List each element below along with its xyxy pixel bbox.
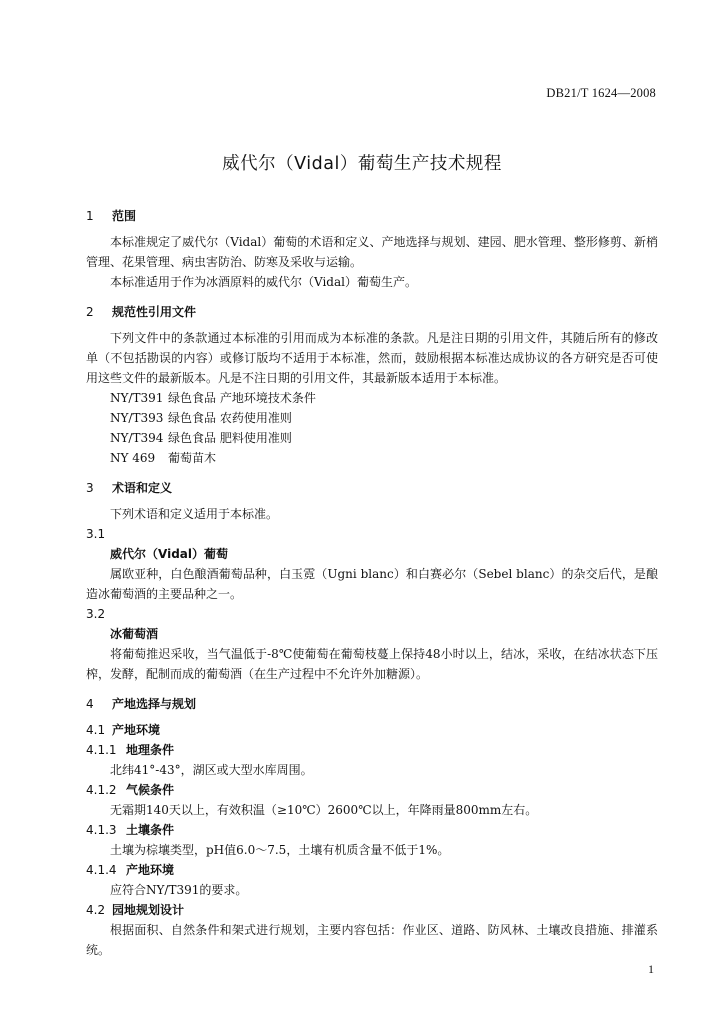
- reference-item: [86, 408, 658, 428]
- section-1-heading: [86, 206, 658, 226]
- standard-code: DB21/T 1624—2008: [546, 86, 656, 100]
- section-4-heading: [86, 694, 658, 714]
- subsection-4-1-heading: 4.1 产地环境: [86, 723, 161, 737]
- term-3-1-name: 威代尔（Vidal）葡萄: [110, 547, 228, 561]
- section-title: 产地选择与规划: [112, 697, 197, 711]
- section-number: 4: [86, 697, 94, 711]
- section-3-paragraph-1: 下列术语和定义适用于本标准。: [110, 507, 279, 521]
- term-3-2-name: 冰葡萄酒: [110, 627, 159, 641]
- section-1-paragraph-2: 本标准适用于作为冰酒原料的威代尔（Vidal）葡萄生产。: [110, 275, 417, 289]
- subsection-4-1-4-heading: 4.1.4 产地环境: [86, 863, 175, 877]
- reference-name: 绿色食品 农药使用准则: [168, 411, 292, 425]
- term-3-2-definition: 将葡萄推迟采收，当气温低于-8℃使葡萄在葡萄枝蔓上保持48小时以上，结冰，采收，在结冰状态下压榨，发酵，配制而成的葡萄酒（在生产过程中不允许外加糖源）。: [86, 647, 658, 681]
- page-number: 1: [648, 962, 654, 976]
- reference-code: NY/T394: [110, 431, 164, 445]
- term-3-1-definition: 属欧亚种，白色酿酒葡萄品种，白玉霓（Ugni blanc）和白赛必尔（Sebel blanc）的杂交后代，是酿造冰葡萄酒的主要品种之一。: [86, 567, 658, 601]
- section-number: 2: [86, 305, 94, 319]
- term-3-2-number: 3.2: [86, 607, 106, 621]
- subsection-4-1-1-heading: 4.1.1 地理条件: [86, 743, 175, 757]
- reference-name: 葡萄苗木: [168, 451, 217, 465]
- subsection-4-2-heading: 4.2 园地规划设计: [86, 903, 185, 917]
- reference-name: 绿色食品 产地环境技术条件: [168, 391, 316, 405]
- reference-code: NY/T391: [110, 391, 164, 405]
- reference-item: [86, 428, 658, 448]
- section-number: 1: [86, 209, 94, 223]
- reference-code: NY/T393: [110, 411, 164, 425]
- term-3-1-number: 3.1: [86, 527, 106, 541]
- subsection-4-1-3-heading: 4.1.3 土壤条件: [86, 823, 175, 837]
- section-title: 范围: [112, 209, 137, 223]
- document-body: [86, 206, 658, 960]
- subsection-4-1-4-text: 应符合NY/T391的要求。: [110, 883, 248, 897]
- subsection-4-2-text: 根据面积、自然条件和架式进行规划，主要内容包括：作业区、道路、防风林、土壤改良措施、排灌系统。: [86, 923, 658, 957]
- section-3-heading: [86, 478, 658, 498]
- subsection-4-1-2-heading: 4.1.2 气候条件: [86, 783, 175, 797]
- reference-code: NY 469: [110, 451, 156, 465]
- section-2-paragraph-1: 下列文件中的条款通过本标准的引用而成为本标准的条款。凡是注日期的引用文件，其随后所有的修改单（不包括勘误的内容）或修订版均不适用于本标准，然而，鼓励根据本标准达成协议的各方研究是否可使用这些文件的最新版本。凡是不注日期的引用文件，其最新版本适用于本标准。: [86, 331, 658, 385]
- document-title: 威代尔（Vidal）葡萄生产技术规程: [222, 154, 502, 174]
- section-2-heading: [86, 302, 658, 322]
- reference-item: [86, 448, 658, 468]
- section-title: 规范性引用文件: [112, 305, 197, 319]
- reference-name: 绿色食品 肥料使用准则: [168, 431, 292, 445]
- subsection-4-1-1-text: 北纬41°-43°，湖区或大型水库周围。: [110, 763, 313, 777]
- subsection-4-1-2-text: 无霜期140天以上，有效积温（≥10℃）2600℃以上，年降雨量800mm左右。: [110, 803, 538, 817]
- subsection-4-1-3-text: 土壤为棕壤类型，pH值6.0～7.5，土壤有机质含量不低于1%。: [110, 843, 450, 857]
- section-1-paragraph-1: 本标准规定了威代尔（Vidal）葡萄的术语和定义、产地选择与规划、建园、肥水管理、整形修剪、新梢管理、花果管理、病虫害防治、防寒及采收与运输。: [86, 235, 658, 269]
- section-number: 3: [86, 481, 94, 495]
- section-title: 术语和定义: [112, 481, 173, 495]
- reference-item: [86, 388, 658, 408]
